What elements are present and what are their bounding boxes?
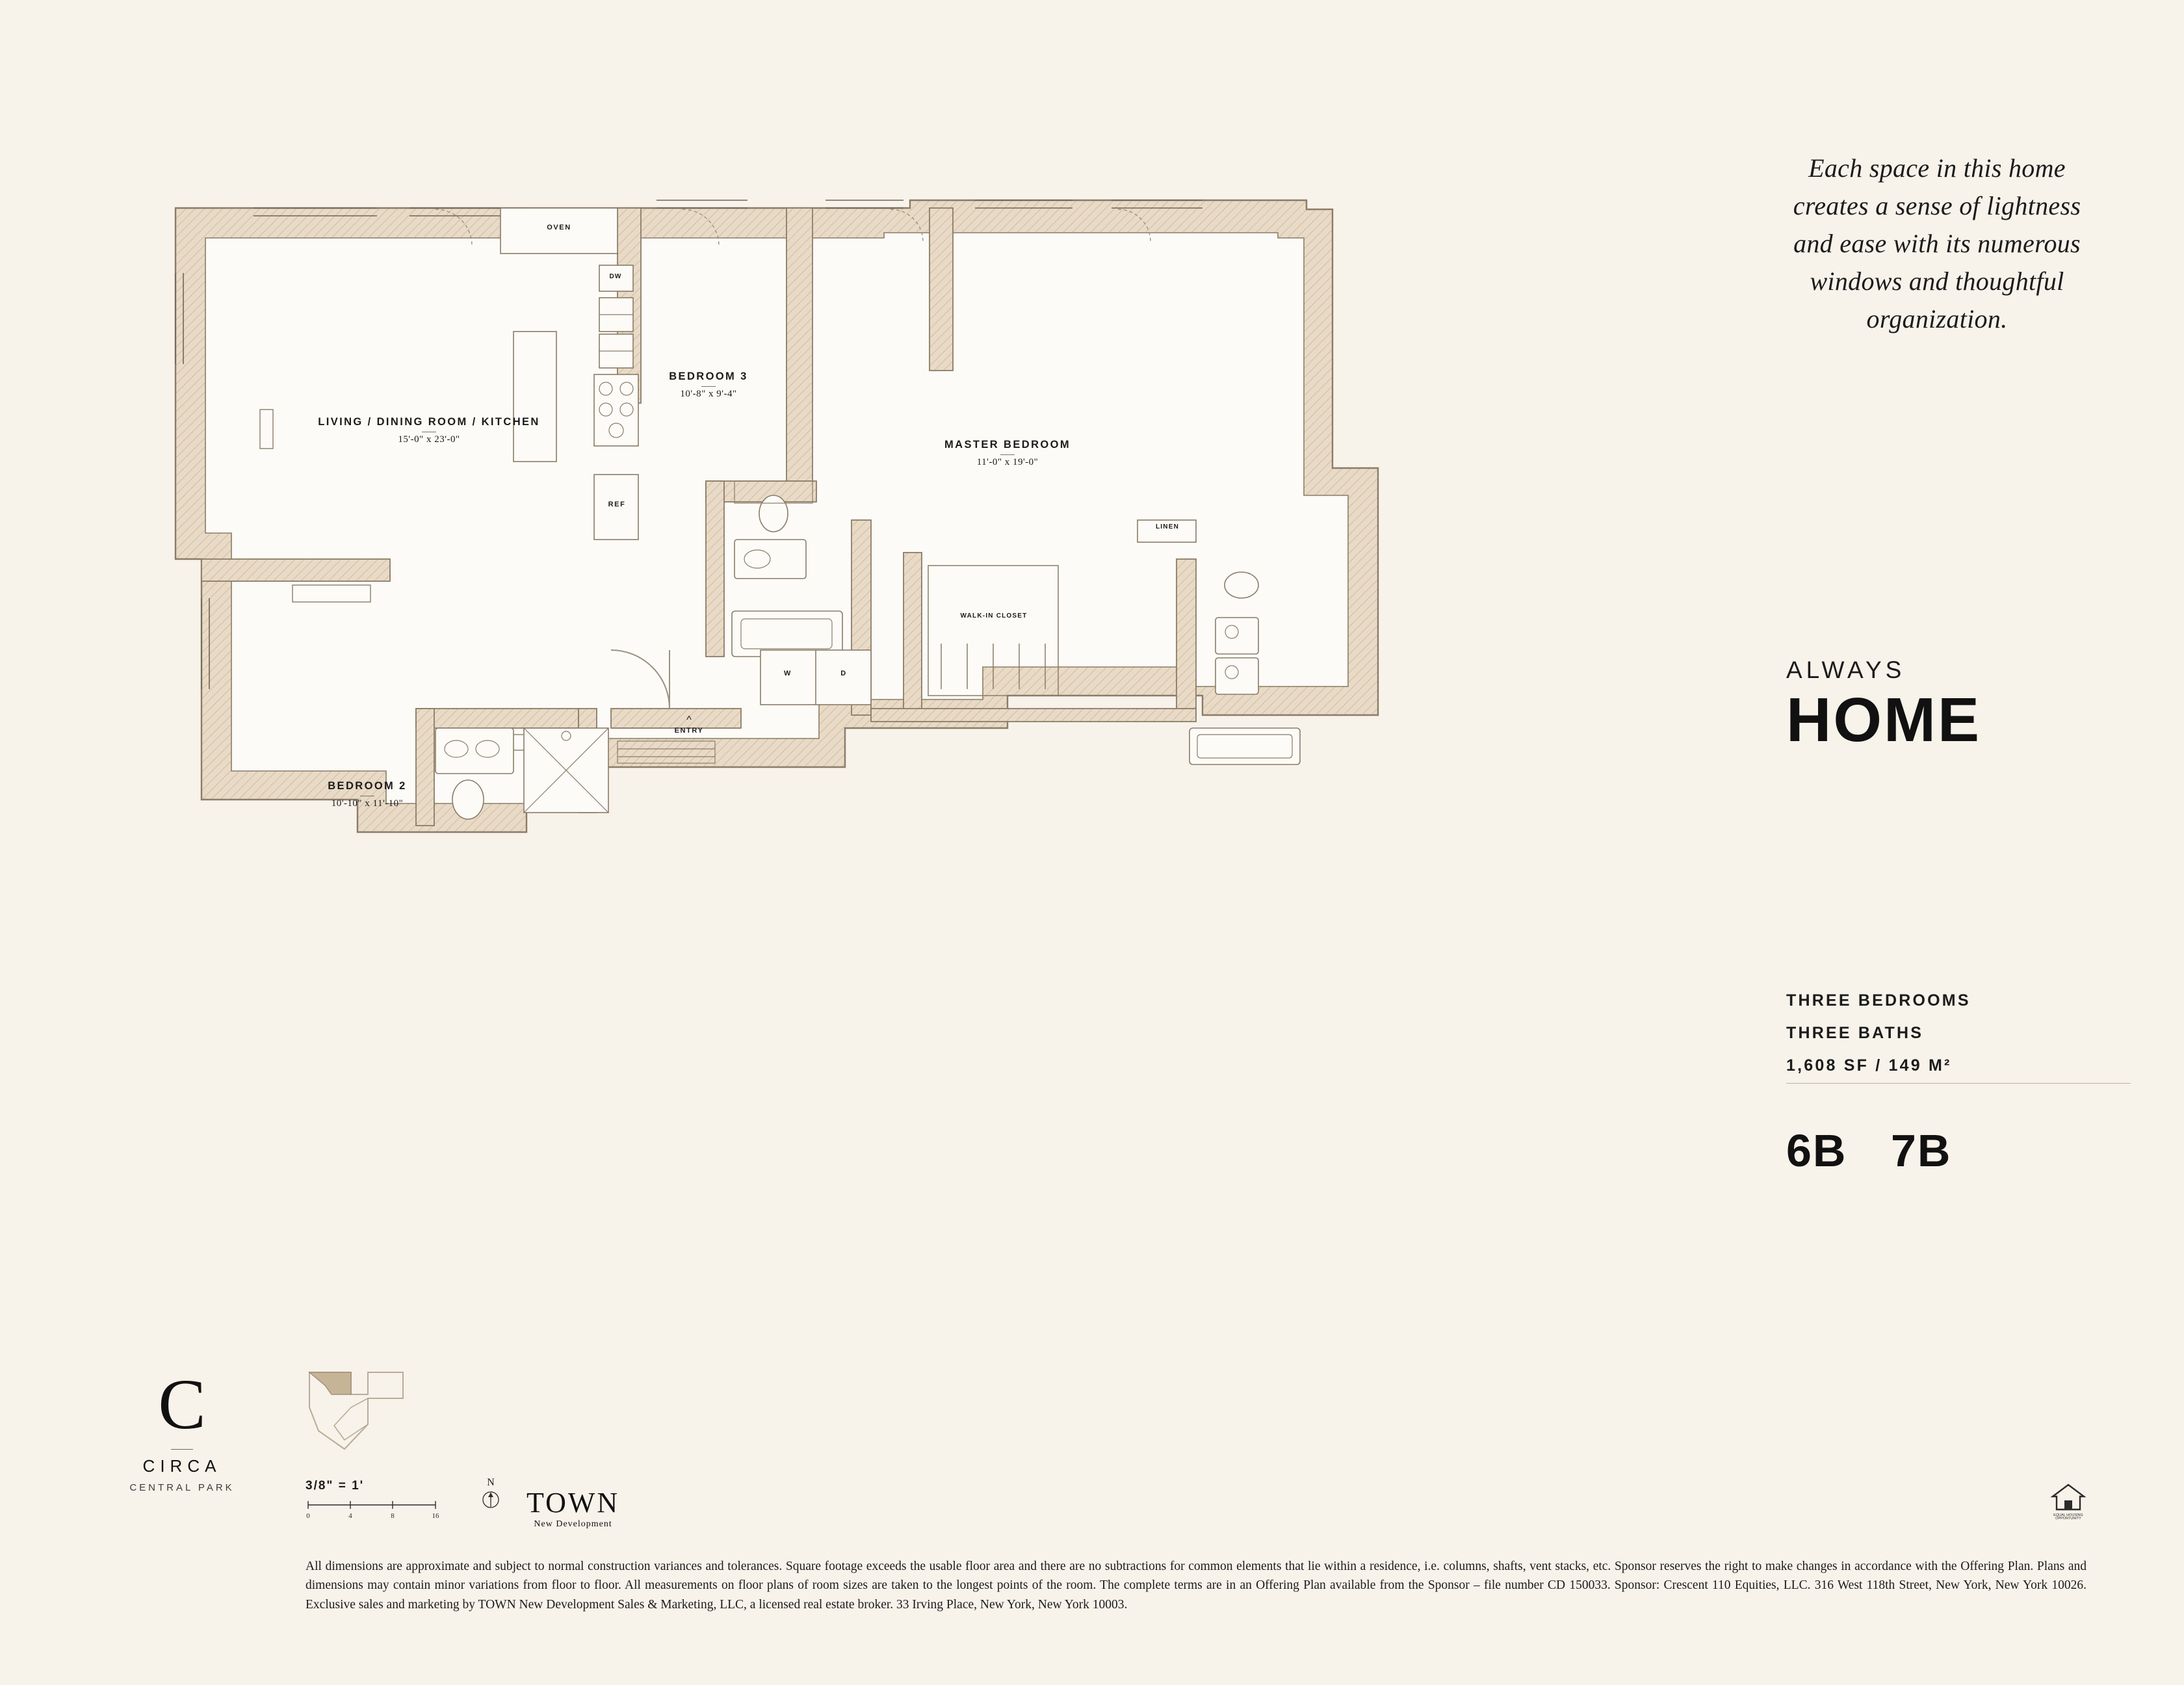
label-rule: [701, 386, 716, 387]
spec-baths: THREE BATHS: [1786, 1024, 1924, 1042]
quote-text: Each space in this home creates a sense of lightness and ease with its numerous windows and thoughtful organization.: [1793, 153, 2081, 333]
room-label-bedroom-3: BEDROOM 3 10'-8" x 9'-4": [669, 371, 748, 399]
north-circle-icon: [480, 1489, 502, 1511]
town-logo: [526, 1489, 619, 1530]
closet-label-linen: LINEN: [1156, 523, 1179, 530]
circa-divider: [171, 1449, 193, 1450]
unit-specs: [1786, 991, 2131, 1084]
circa-logo: [98, 1365, 266, 1493]
brand-always: ALWAYS: [1786, 657, 1906, 683]
scale-bar: [306, 1498, 448, 1524]
spec-bedrooms: THREE BEDROOMS: [1786, 991, 1971, 1010]
appliance-label-dryer: D: [840, 670, 847, 677]
north-letter: N: [487, 1477, 495, 1488]
svg-text:4: 4: [348, 1512, 352, 1520]
svg-text:EQUAL HOUSING: EQUAL HOUSING: [2053, 1513, 2083, 1517]
svg-text:0: 0: [306, 1512, 310, 1520]
equal-housing-opportunity-icon: [2049, 1477, 2088, 1520]
room-label-living: LIVING / DINING ROOM / KITCHEN 15'-0" x 23'-0": [318, 416, 540, 445]
svg-text:8: 8: [391, 1512, 395, 1520]
floor-plan-drawing: [162, 195, 1540, 1008]
circa-name: CIRCA: [142, 1456, 222, 1476]
entry-caret-icon: ^: [686, 714, 692, 725]
closet-label-walk-in: [941, 611, 1046, 621]
svg-text:16: 16: [432, 1512, 439, 1520]
room-label-bedroom-2: BEDROOM 2 10'-10" x 11'-10": [328, 780, 407, 809]
town-subtitle: New Development: [534, 1519, 612, 1529]
svg-text:OPPORTUNITY: OPPORTUNITY: [2055, 1517, 2081, 1520]
brand-block: [1786, 657, 2124, 753]
legal-disclaimer: All dimensions are approximate and subject to normal construction variances and tolerances. Square footage exceeds the usable floor area and there are no subtractions for common elements that lie within a residence, i.e. columns, shafts, vent stacks, etc. Sponsor reserves the right to make changes in accordance with the Offering Plan. Plans and dimensions may contain minor variations from floor to floor. All measurements on floor plans of room sizes are taken to the longest points of the room. The complete terms are in an Offering Plan available from the Sponsor – file number CD 150033. Sponsor: Crescent 110 Equities, LLC. 316 West 118th Street, New York, New York 10026. Exclusive sales and marketing by TOWN New Development Sales & Marketing, LLC, a licensed real estate broker. 33 Irving Place, New York, New York 10003.: [306, 1560, 2086, 1612]
label-rule: [1000, 454, 1015, 455]
unit-number-1: 6B: [1786, 1125, 1847, 1176]
town-name: TOWN: [526, 1487, 620, 1519]
marketing-quote-block: [1781, 150, 2093, 338]
north-arrow: [480, 1477, 502, 1514]
key-plan-diagram: [306, 1368, 429, 1453]
entry-marker: [644, 715, 734, 735]
appliance-label-dw: DW: [609, 273, 622, 280]
scale-label: 3/8" = 1': [306, 1479, 365, 1493]
room-label-master-bedroom: MASTER BEDROOM 11'-0" x 19'-0": [944, 439, 1071, 467]
spec-divider: [1786, 1083, 2131, 1084]
brand-home: HOME: [1786, 685, 1981, 755]
appliance-label-oven: OVEN: [547, 224, 571, 231]
unit-number-2: 7B: [1890, 1125, 1952, 1176]
circa-mark: C: [158, 1365, 206, 1444]
walk-in-closet-text: WALK-IN CLOSET: [960, 612, 1028, 620]
spec-area: 1,608 SF / 149 M²: [1786, 1056, 1952, 1075]
circa-subtitle: CENTRAL PARK: [129, 1482, 235, 1493]
unit-numbers: [1786, 1125, 1981, 1177]
appliance-label-washer: W: [784, 670, 792, 677]
entry-label: ENTRY: [674, 727, 704, 735]
appliance-label-ref: REF: [608, 501, 626, 508]
